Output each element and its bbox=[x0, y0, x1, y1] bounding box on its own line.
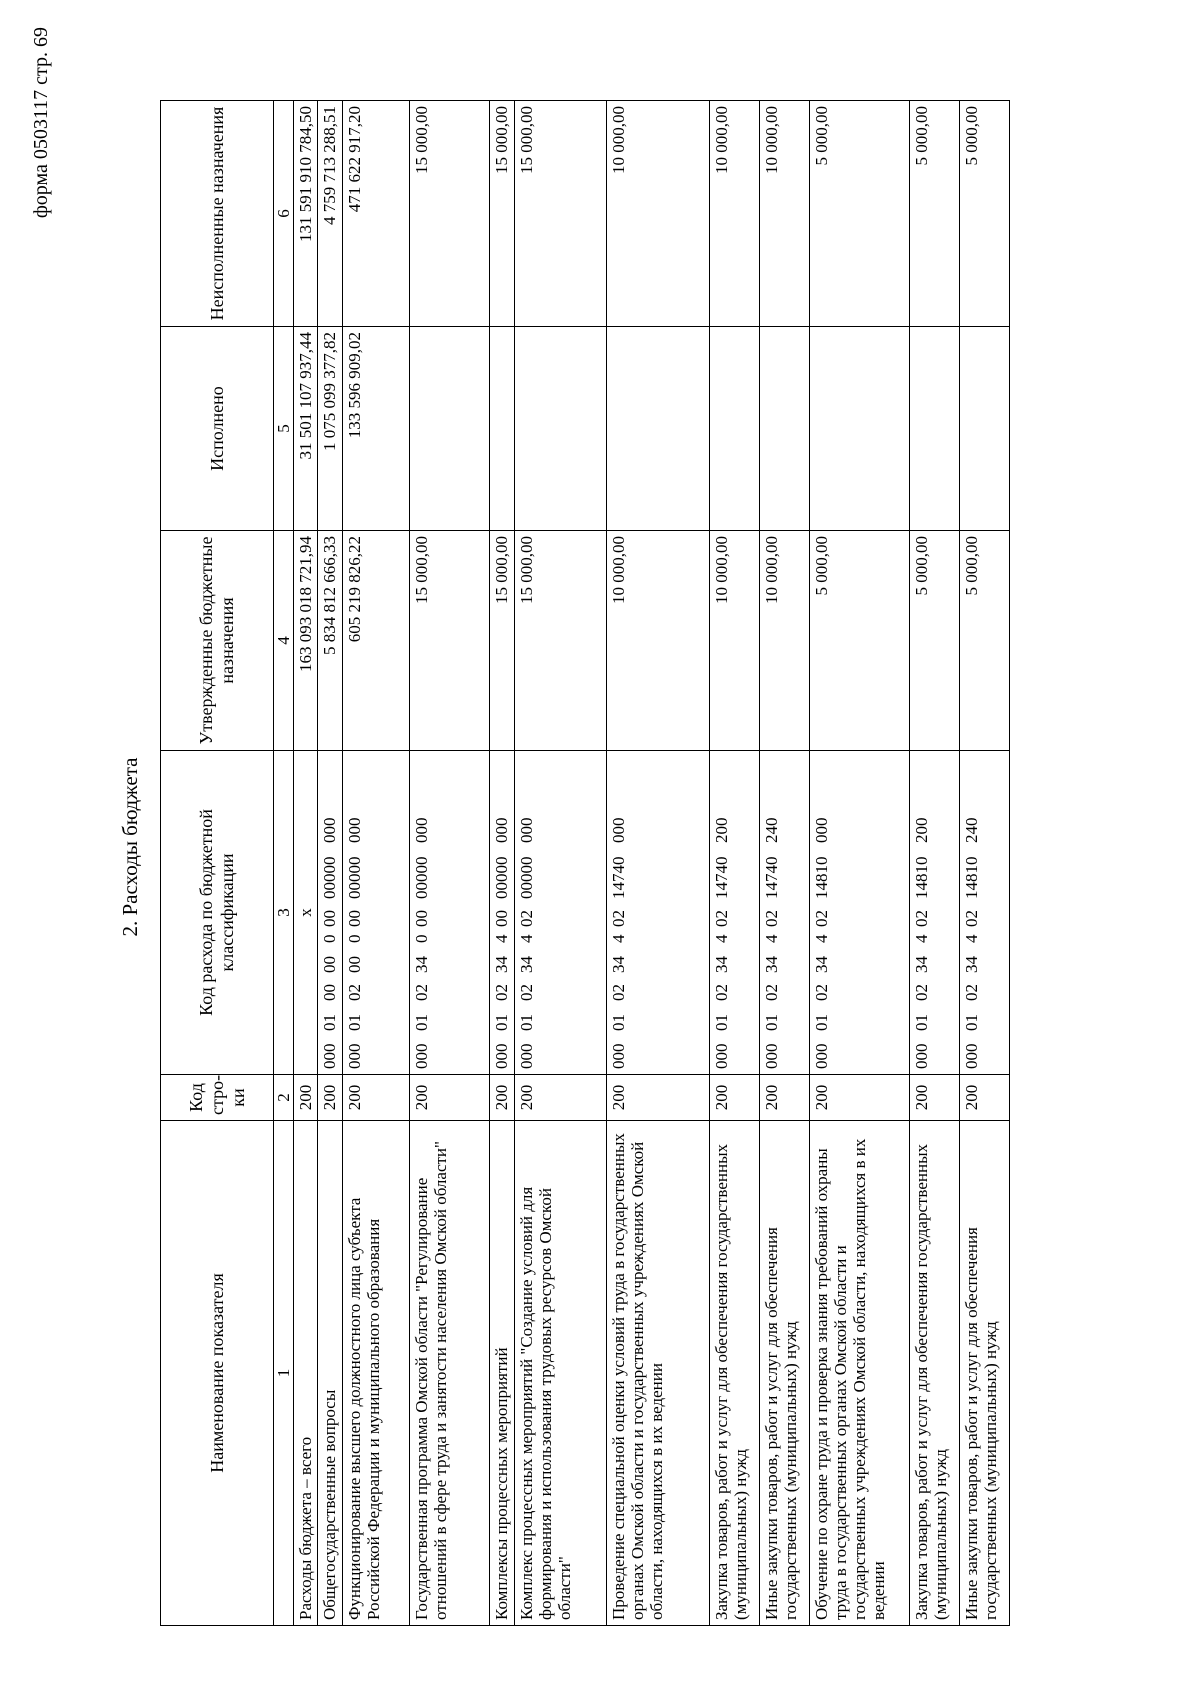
code-segment: 000 bbox=[912, 1043, 931, 1069]
section-title: 2. Расходы бюджета bbox=[118, 757, 142, 937]
column-number: 6 bbox=[274, 101, 294, 327]
approved-amount: 605 219 826,22 bbox=[343, 531, 410, 751]
unexecuted-amount: 4 759 713 288,51 bbox=[318, 101, 343, 327]
executed-amount bbox=[760, 327, 810, 531]
approved-amount: 10 000,00 bbox=[607, 531, 710, 751]
executed-amount: 133 596 909,02 bbox=[343, 327, 410, 531]
code-segment: 34 bbox=[912, 956, 931, 973]
approved-amount: 15 000,00 bbox=[515, 531, 607, 751]
line-code: 200 bbox=[490, 1075, 515, 1121]
code-segment: 14810 bbox=[812, 856, 831, 899]
classification-code bbox=[810, 751, 910, 1075]
code-segment: 02 bbox=[712, 984, 731, 1001]
code-segment: 01 bbox=[517, 1014, 536, 1031]
code-segment: 000 bbox=[492, 1043, 511, 1069]
classification-code bbox=[960, 751, 1010, 1075]
unexecuted-amount: 15 000,00 bbox=[490, 101, 515, 327]
code-segment: 02 bbox=[345, 984, 364, 1001]
code-segment: 02 bbox=[962, 984, 981, 1001]
code-segment: 14740 bbox=[609, 856, 628, 899]
code-segment: 34 bbox=[609, 956, 628, 973]
header-class-code: Код расхода по бюджетной классификации bbox=[161, 751, 274, 1075]
code-segment: 02 bbox=[762, 910, 781, 927]
code-segment: 01 bbox=[812, 1014, 831, 1031]
code-segment: 0 bbox=[345, 934, 364, 943]
code-segment: 00000 bbox=[320, 856, 339, 899]
unexecuted-amount: 131 591 910 784,50 bbox=[294, 101, 318, 327]
code-segment: 02 bbox=[517, 984, 536, 1001]
classification-code bbox=[343, 751, 410, 1075]
table-row bbox=[710, 101, 760, 1626]
table-row bbox=[294, 101, 318, 1626]
indicator-name: Проведение специальной оценки условий труда в государственных органах Омской области и государственных учреждениях Омской области, находящихся в их ведении bbox=[607, 1121, 710, 1626]
table-body bbox=[294, 101, 1010, 1626]
code-segment: 000 bbox=[345, 1043, 364, 1069]
unexecuted-amount: 10 000,00 bbox=[607, 101, 710, 327]
code-segment: 240 bbox=[762, 817, 781, 843]
header-unexecuted: Неисполненные назначения bbox=[161, 101, 274, 327]
code-segment: 4 bbox=[962, 934, 981, 943]
form-note: форма 0503117 стр. 69 bbox=[30, 27, 52, 219]
table-row bbox=[490, 101, 515, 1626]
table-row bbox=[318, 101, 343, 1626]
unexecuted-amount: 10 000,00 bbox=[760, 101, 810, 327]
header-executed: Исполнено bbox=[161, 327, 274, 531]
column-number: 5 bbox=[274, 327, 294, 531]
code-segment: 00000 bbox=[412, 856, 431, 899]
executed-amount bbox=[910, 327, 960, 531]
column-number: 4 bbox=[274, 531, 294, 751]
indicator-name: Закупка товаров, работ и услуг для обеспечения государственных (муниципальных) нужд bbox=[910, 1121, 960, 1626]
code-segment: 14810 bbox=[912, 856, 931, 899]
approved-amount: 5 834 812 666,33 bbox=[318, 531, 343, 751]
code-segment: 01 bbox=[962, 1014, 981, 1031]
unexecuted-amount: 15 000,00 bbox=[410, 101, 490, 327]
code-segment: 14740 bbox=[712, 856, 731, 899]
header-name: Наименование показателя bbox=[161, 1121, 274, 1626]
code-segment: 02 bbox=[762, 984, 781, 1001]
code-segment: 00000 bbox=[345, 856, 364, 899]
code-segment: 00 bbox=[320, 956, 339, 973]
code-segment: 000 bbox=[609, 817, 628, 843]
line-code: 200 bbox=[760, 1075, 810, 1121]
approved-amount: 5 000,00 bbox=[810, 531, 910, 751]
code-segment: 4 bbox=[609, 934, 628, 943]
indicator-name: Иные закупки товаров, работ и услуг для обеспечения государственных (муниципальных) нужд bbox=[760, 1121, 810, 1626]
line-code: 200 bbox=[810, 1075, 910, 1121]
code-segment: 000 bbox=[712, 1043, 731, 1069]
code-segment: 01 bbox=[412, 1014, 431, 1031]
unexecuted-amount: 5 000,00 bbox=[810, 101, 910, 327]
code-segment: 00 bbox=[412, 910, 431, 927]
indicator-name: Иные закупки товаров, работ и услуг для обеспечения государственных (муниципальных) нужд bbox=[960, 1121, 1010, 1626]
table-row bbox=[515, 101, 607, 1626]
line-code: 200 bbox=[343, 1075, 410, 1121]
line-code: 200 bbox=[294, 1075, 318, 1121]
indicator-name: Государственная программа Омской области "Регулирование отношений в сфере труда и занятости населения Омской области" bbox=[410, 1121, 490, 1626]
code-segment: 02 bbox=[609, 984, 628, 1001]
classification-code bbox=[410, 751, 490, 1075]
code-segment: 02 bbox=[712, 910, 731, 927]
code-segment: 0 bbox=[412, 934, 431, 943]
budget-expenses-table bbox=[160, 100, 1010, 1626]
code-segment: 34 bbox=[962, 956, 981, 973]
code-segment: 02 bbox=[517, 910, 536, 927]
executed-amount bbox=[410, 327, 490, 531]
executed-amount bbox=[515, 327, 607, 531]
classification-code: x bbox=[294, 751, 318, 1075]
approved-amount: 10 000,00 bbox=[710, 531, 760, 751]
code-segment: 4 bbox=[712, 934, 731, 943]
code-segment: 01 bbox=[712, 1014, 731, 1031]
table-row bbox=[960, 101, 1010, 1626]
unexecuted-amount: 5 000,00 bbox=[910, 101, 960, 327]
table-row bbox=[760, 101, 810, 1626]
indicator-name: Обучение по охране труда и проверка знания требований охраны труда в государственных органах Омской области и государственных учреждениях Омской области, находящихся в их ведении bbox=[810, 1121, 910, 1626]
table-row bbox=[810, 101, 910, 1626]
code-segment: 00 bbox=[320, 984, 339, 1001]
line-code: 200 bbox=[410, 1075, 490, 1121]
code-segment: 000 bbox=[812, 1043, 831, 1069]
code-segment: 02 bbox=[912, 910, 931, 927]
code-segment: 00 bbox=[492, 910, 511, 927]
code-segment: 00000 bbox=[492, 856, 511, 899]
code-segment: 00 bbox=[320, 910, 339, 927]
line-code: 200 bbox=[710, 1075, 760, 1121]
code-segment: 01 bbox=[492, 1014, 511, 1031]
unexecuted-amount: 10 000,00 bbox=[710, 101, 760, 327]
code-segment: 34 bbox=[762, 956, 781, 973]
code-segment: 34 bbox=[812, 956, 831, 973]
indicator-name: Комплекс процессных мероприятий "Создание условий для формирования и использования трудовых ресурсов Омской области" bbox=[515, 1121, 607, 1626]
line-code: 200 bbox=[515, 1075, 607, 1121]
table-row bbox=[910, 101, 960, 1626]
column-number-row bbox=[274, 101, 294, 1626]
unexecuted-amount: 5 000,00 bbox=[960, 101, 1010, 327]
approved-amount: 163 093 018 721,94 bbox=[294, 531, 318, 751]
approved-amount: 5 000,00 bbox=[960, 531, 1010, 751]
code-segment: 01 bbox=[912, 1014, 931, 1031]
header-row bbox=[161, 101, 274, 1626]
classification-code bbox=[607, 751, 710, 1075]
line-code: 200 bbox=[910, 1075, 960, 1121]
indicator-name: Закупка товаров, работ и услуг для обеспечения государственных (муниципальных) нужд bbox=[710, 1121, 760, 1626]
code-segment: 34 bbox=[712, 956, 731, 973]
code-segment: 4 bbox=[492, 934, 511, 943]
code-segment: 02 bbox=[492, 984, 511, 1001]
code-segment: 34 bbox=[412, 956, 431, 973]
line-code: 200 bbox=[960, 1075, 1010, 1121]
code-segment: 000 bbox=[345, 817, 364, 843]
table-row bbox=[343, 101, 410, 1626]
code-segment: 000 bbox=[320, 1043, 339, 1069]
indicator-name: Функционирование высшего должностного лица субъекта Российской Федерации и муниципального образования bbox=[343, 1121, 410, 1626]
classification-code bbox=[760, 751, 810, 1075]
unexecuted-amount: 15 000,00 bbox=[515, 101, 607, 327]
header-line-code: Код стро-ки bbox=[161, 1075, 274, 1121]
executed-amount bbox=[607, 327, 710, 531]
classification-code bbox=[515, 751, 607, 1075]
executed-amount bbox=[490, 327, 515, 531]
code-segment: 4 bbox=[912, 934, 931, 943]
code-segment: 02 bbox=[609, 910, 628, 927]
code-segment: 4 bbox=[517, 934, 536, 943]
unexecuted-amount: 471 622 917,20 bbox=[343, 101, 410, 327]
executed-amount: 31 501 107 937,44 bbox=[294, 327, 318, 531]
code-segment: 4 bbox=[762, 934, 781, 943]
column-number: 1 bbox=[274, 1121, 294, 1626]
table-row bbox=[410, 101, 490, 1626]
code-segment: 000 bbox=[962, 1043, 981, 1069]
line-code: 200 bbox=[607, 1075, 710, 1121]
executed-amount bbox=[960, 327, 1010, 531]
code-segment: 01 bbox=[345, 1014, 364, 1031]
code-segment: 000 bbox=[517, 1043, 536, 1069]
indicator-name: Расходы бюджета – всего bbox=[294, 1121, 318, 1626]
code-segment: 00 bbox=[345, 910, 364, 927]
code-segment: 000 bbox=[517, 817, 536, 843]
approved-amount: 5 000,00 bbox=[910, 531, 960, 751]
classification-code bbox=[710, 751, 760, 1075]
line-code: 200 bbox=[318, 1075, 343, 1121]
code-segment: 02 bbox=[412, 984, 431, 1001]
code-segment: 200 bbox=[712, 817, 731, 843]
code-segment: 0 bbox=[320, 934, 339, 943]
classification-code bbox=[910, 751, 960, 1075]
code-segment: 000 bbox=[320, 817, 339, 843]
code-segment: 000 bbox=[812, 817, 831, 843]
code-segment: 4 bbox=[812, 934, 831, 943]
executed-amount: 1 075 099 377,82 bbox=[318, 327, 343, 531]
code-segment: 02 bbox=[812, 910, 831, 927]
code-segment: 01 bbox=[609, 1014, 628, 1031]
code-segment: 02 bbox=[812, 984, 831, 1001]
code-segment: 01 bbox=[320, 1014, 339, 1031]
column-number: 3 bbox=[274, 751, 294, 1075]
code-segment: 000 bbox=[412, 1043, 431, 1069]
indicator-name: Комплексы процессных мероприятий bbox=[490, 1121, 515, 1626]
code-segment: 00000 bbox=[517, 856, 536, 899]
code-segment: 14740 bbox=[762, 856, 781, 899]
approved-amount: 15 000,00 bbox=[410, 531, 490, 751]
classification-code bbox=[318, 751, 343, 1075]
code-segment: 14810 bbox=[962, 856, 981, 899]
code-segment: 34 bbox=[517, 956, 536, 973]
classification-code bbox=[490, 751, 515, 1075]
header-approved: Утвержденные бюджетные назначения bbox=[161, 531, 274, 751]
executed-amount bbox=[710, 327, 760, 531]
executed-amount bbox=[810, 327, 910, 531]
code-segment: 000 bbox=[412, 817, 431, 843]
code-segment: 02 bbox=[912, 984, 931, 1001]
code-segment: 000 bbox=[609, 1043, 628, 1069]
code-segment: 01 bbox=[762, 1014, 781, 1031]
table-row bbox=[607, 101, 710, 1626]
approved-amount: 10 000,00 bbox=[760, 531, 810, 751]
code-segment: 200 bbox=[912, 817, 931, 843]
approved-amount: 15 000,00 bbox=[490, 531, 515, 751]
code-segment: 000 bbox=[762, 1043, 781, 1069]
column-number: 2 bbox=[274, 1075, 294, 1121]
code-segment: 34 bbox=[492, 956, 511, 973]
code-segment: 02 bbox=[962, 910, 981, 927]
indicator-name: Общегосударственные вопросы bbox=[318, 1121, 343, 1626]
code-segment: 240 bbox=[962, 817, 981, 843]
code-segment: 000 bbox=[492, 817, 511, 843]
code-segment: 00 bbox=[345, 956, 364, 973]
